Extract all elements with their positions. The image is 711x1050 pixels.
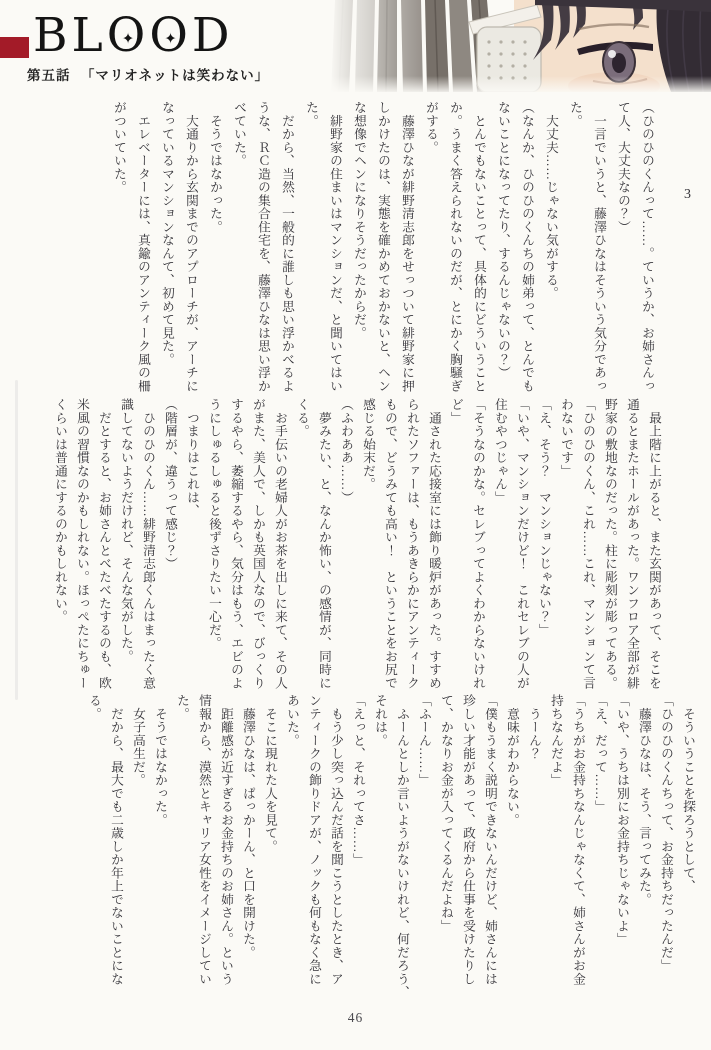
text-line: しかけたのは、実態を確かめておかないと、ヘン [376,101,390,393]
page-header [0,0,711,95]
episode-title: 「マリオネットは笑わない」 [80,68,270,83]
episode-heading [27,64,275,84]
text-line: （ふわああ……） [339,398,353,504]
text-line: 距離感が近すぎるお金持ちのお姉さん。という [219,694,233,986]
text-line: 最上階に上がると、また玄関があって、そこを [647,398,661,690]
logo-letter: L [71,8,107,63]
text-line: た。 [568,101,582,128]
text-line: か。うまく答えられないのだが、とにかく胸騒ぎ [448,101,462,393]
text-line: た。 [175,694,189,721]
text-line: 藤澤ひなは、そう、言ってみた。 [637,694,651,906]
text-line: わないです」 [559,398,573,478]
text-line: る。 [87,694,101,721]
text-line: （ひのひのくんって……。ていうか、お姉さんっ [640,101,654,393]
text-line: 「え、だって……」 [593,694,607,814]
text-line: ひのひのくん……緋野清志郎くんはまったく意 [141,398,155,690]
text-line: そうではなかった。 [208,101,222,234]
text-line: するやら、萎縮するやら、気分はもう、エビのよ [229,398,243,690]
logo-letter: B [33,8,72,63]
text-line: もう少し突っ込んだ話を聞こうとしたとき、ア [329,694,343,986]
text-line: 通された応接室には飾り暖炉があった。すすめ [427,398,441,690]
logo-letter: O ✦ [107,10,150,62]
text-band-3 [83,694,699,999]
text-line: 藤澤ひなは、ぱっかーん、と口を開けた。 [241,694,255,959]
text-line: 「いや、うちは別にお金持ちじゃないよ」 [615,694,629,946]
text-line: ないことになってたり、するんじゃないの？） [496,101,510,380]
text-line: それは。 [373,694,387,747]
text-line: て、かなりお金が入ってくるんだよね」 [439,694,453,933]
text-line: な想像でヘンになりそうだったからだ。 [352,101,366,340]
text-line: 「そうなのかな。セレブってよくわからないけれ [471,398,485,690]
text-line: 藤澤ひなが緋野清志郎をせっついて緋野家に押 [400,101,414,393]
text-line: 緋野家の住まいはマンションだ、と聞いてはい [328,101,342,393]
text-line: うーん？ [527,694,541,761]
four-pointed-star-icon [122,31,135,46]
logo-letter: D [191,8,234,63]
text-line: がまた、美人で、しかも英国人なので、びっくり [251,398,265,690]
text-line: た。 [304,101,318,128]
text-line: そうではなかった。 [153,694,167,827]
text-line: なっているマンションなんて、初めて見た。 [160,101,174,366]
text-line: だから、当然、一般的に誰しも思い浮かべるよ [280,101,294,393]
episode-number: 第五話 [27,68,71,83]
text-line: 夢みたい、と、なんか怖い、の感情が、同時に [317,398,331,690]
text-line: うにしゅるしゅると後ずさりたい一心だ。 [207,398,221,650]
text-line: 野家の敷地なのだった。柱に彫刻が彫ってある。 [603,398,617,690]
text-line: （階層が、違うって感じ？） [163,398,177,571]
text-line: ど」 [449,398,463,425]
text-line: 「ひのひのくんちって、お金持ちだったんだ」 [659,694,673,973]
text-line: がする。 [424,101,438,154]
text-line: 「ひのひのくん、これ……これ、マンションて言 [581,398,595,690]
text-line: べていた。 [232,101,246,168]
text-line: 女子高生だ。 [131,694,145,787]
text-line: お手伝いの老婦人がお茶を出しに来て、その人 [273,398,287,690]
page-number: 46 [347,1010,364,1025]
text-line: くらいは普通にするのかもしれない。 [53,398,67,624]
text-line: 持ちなんだよ」 [549,694,563,787]
text-line: られたソファーは、もうあきらかにアンティーク [405,398,419,690]
text-line: ンティークの飾りドアが、ノックも何もなく急に [307,694,321,986]
text-line: そういうことを探ろうとして、 [681,694,695,893]
text-line: 住むやつじゃん」 [493,398,507,504]
text-line: 意味がわからない。 [505,694,519,827]
text-line: がついていた。 [112,101,126,194]
text-line: 一言でいうと、藤澤ひなはそういう気分であっ [592,101,606,393]
text-line: だから、最大でも二歳しか年上でないことにな [109,694,123,986]
text-line: あいた。 [285,694,299,747]
text-line: もので、どうみても高い！ ということをお尻で [383,398,397,690]
text-line: 「えっと、それってさ……」 [351,694,365,867]
text-line: 「え、そう？ マンションじゃない？」 [537,398,551,637]
chapter-accent-bar [0,37,29,58]
text-line: （なんか、ひのひのくんちの姉弟って、とんでも [520,101,534,393]
text-line: 情報から、漠然とキャリア女性をイメージしてい [197,694,211,986]
text-line: 「ふーん……」 [417,694,431,787]
text-line: くる。 [295,398,309,438]
text-line: つまりはこれは、 [185,398,199,518]
logo-letter: O ✦ [149,10,192,62]
text-line: ふーんとしか言いようがないけれど、何だろう、 [395,694,409,999]
text-line: 識してないようだけれど、そんな気がした。 [119,398,133,663]
text-line: て人、大丈夫なの？） [616,101,630,234]
text-line: 「うちがお金持ちなんじゃなくて、姉さんがお金 [571,694,585,986]
four-pointed-star-icon [164,31,177,46]
text-line: うな、ＲＣ造の集合住宅を、藤澤ひなは思い浮か [256,101,270,393]
text-line: そこに現れた人を見て。 [263,694,277,853]
text-line: 珍しい才能があって、政府から仕事を受けたりし [461,694,475,986]
text-line: だとすると、お姉さんとべたべたするのも、欧 [97,398,111,690]
text-line: 大通りから玄関までのアプローチが、アーチに [184,101,198,393]
text-line: エレベーターには、真鍮のアンティーク風の柵 [136,101,150,393]
text-band-2 [49,398,665,690]
scan-gutter-shadow [15,380,18,700]
text-line: 米風の習慣なのかもしれない。ほっぺたにちゅー [75,398,89,690]
text-line: とんでもないことって、具体的にどういうこと [472,101,486,393]
text-line: 「いや、マンションだけど！ これセレブの人が [515,398,529,690]
text-line: 「僕もうまく説明できないんだけど、姉さんには [483,694,497,986]
series-logo [33,10,234,62]
girl-eye-artwork [329,0,711,92]
header-illustration [329,0,711,92]
text-band-1 [107,101,705,393]
text-line: 大丈夫……じゃない気がする。 [544,101,558,300]
text-line: 感じる始末だ。 [361,398,375,491]
section-number: 3 [680,187,695,203]
text-line: 通るとまたホールがあった。ワンフロア全部が緋 [625,398,639,690]
